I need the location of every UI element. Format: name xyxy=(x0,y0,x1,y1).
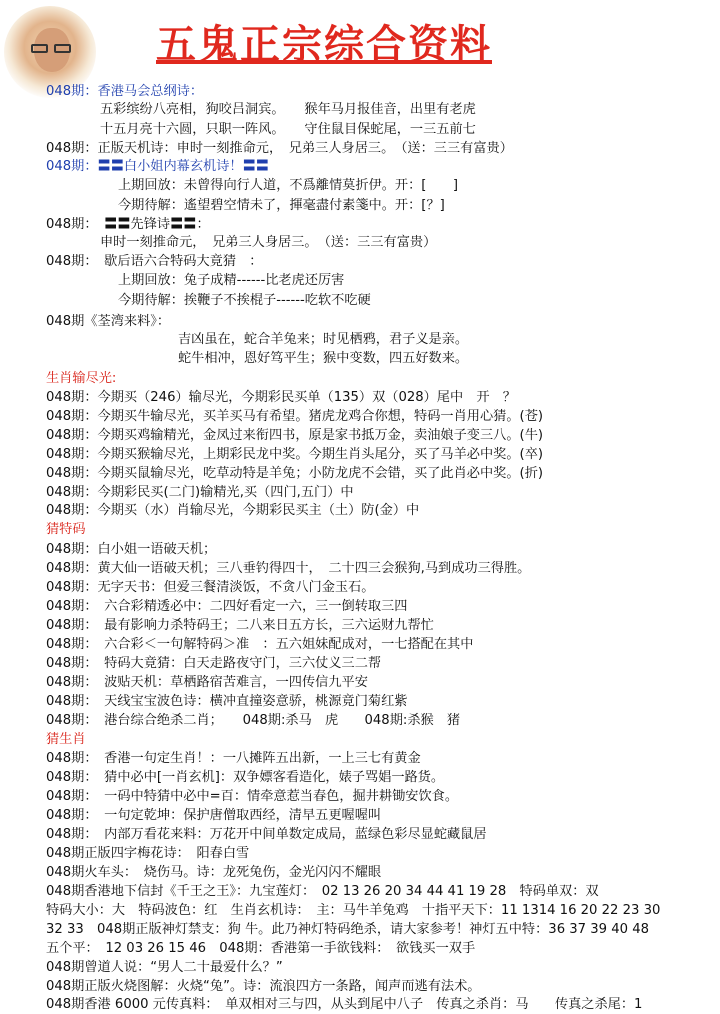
text-line: 048期：今期买鸡输精光，金凤过来衔四书，原是家书抵万金，卖油娘子变三八。(牛) xyxy=(46,428,544,443)
text-line: 上期回放：兔子成精------比老虎还厉害 xyxy=(118,273,345,288)
text-line: 048期： 最有影响力杀特码王；二八来日五方长，三六运财九帮忙 xyxy=(46,618,434,633)
text-line: 048期： 波贴天机：草栖路宿苦难言，一四传信九平安 xyxy=(46,675,368,690)
text-line: 今期待解：挨鞭子不挨棍子------吃软不吃硬 xyxy=(118,293,371,308)
text-line: 048期：今期买鼠输尽光，吃草动特是羊兔；小防龙虎不会错，买了此肖必中奖。(折) xyxy=(46,466,544,481)
text-line: 048期：〓〓白小姐内幕玄机诗！〓〓 xyxy=(46,159,269,174)
text-line: 048期：今期买猴输尽光，上期彩民龙中奖。今期生肖头尾分，买了马羊必中奖。(卒) xyxy=(46,447,544,462)
text-line: 048期： 一句定乾坤：保护唐僧取西经，清早五更喔喔叫 xyxy=(46,808,382,823)
text-line: 048期：香港马会总纲诗： xyxy=(46,84,204,99)
text-line: 048期火车头： 烧伤马。诗：龙死兔伤，金光闪闪不耀眼 xyxy=(46,865,382,880)
text-line: 048期：白小姐一语破天机； xyxy=(46,542,217,557)
text-line: 048期香港 6000 元传真料： 单双相对三与四，从头到尾中八子 传真之杀肖：马 传真之杀尾：1 xyxy=(46,997,643,1012)
text-line: 猜生肖 xyxy=(46,732,86,747)
text-line: 申时一刻推命元， 兄弟三人身居三。 （送：三三有富贵） xyxy=(100,235,437,250)
text-line: 048期： 一码中特猜中必中=百：情牵意惹当春色，掘井耕锄安饮食。 xyxy=(46,789,459,804)
text-line: 048期：今期彩民买(二门)输精光,买（四门,五门）中 xyxy=(46,485,354,500)
text-line: 上期回放：未曾得向行人道，不爲離情莫折伊。开：[ ] xyxy=(118,178,458,193)
text-line: 048期正版火烧图解：火烧“兔”。诗：流浪四方一条路，闻声而逃有法术。 xyxy=(46,979,481,994)
text-line: 048期正版四字梅花诗： 阳春白雪 xyxy=(46,846,250,861)
text-line: 048期： 〓〓先锋诗〓〓： xyxy=(46,217,210,232)
text-line: 32 33 048期正版神灯禁支：狗 牛。此乃神灯特码绝杀，请大家参考！神灯五中特：36 37 39 40 48 xyxy=(46,922,649,937)
text-line: 五彩缤纷八亮相，狗咬吕洞宾。 猴年马月报佳音，出里有老虎 xyxy=(100,102,476,117)
text-line: 048期：无字天书：但爱三餐清淡饭，不贪八门金玉石。 xyxy=(46,580,375,595)
text-line: 048期：今期买牛输尽光，买羊买马有希望。猪虎龙鸡合你想，特码一肖用心猜。(苍) xyxy=(46,409,544,424)
text-line: 048期： 六合彩精透必中：二四好看定一六，三一倒转取三四 xyxy=(46,599,408,614)
text-line: 048期： 猜中必中[一肖玄机]：双争嫖客看造化，婊子骂娼一路货。 xyxy=(46,770,445,785)
text-line: 048期：正版天机诗：申时一刻推命元， 兄弟三人身居三。 （送：三三有富贵） xyxy=(46,141,513,156)
text-line: 048期： 港台综合绝杀二肖； 048期:杀马 虎 048期:杀猴 猪 xyxy=(46,713,461,728)
text-line: 048期《荃湾来料》： xyxy=(46,314,171,329)
text-line: 吉凶虽在，蛇合羊兔来；时见栖鸦，君子义是亲。 xyxy=(178,332,469,347)
text-line: 特码大小：大 特码波色：红 生肖玄机诗： 主：马牛羊兔鸡 十指平天下：11 1314 16 20 22 23 30 xyxy=(46,903,661,918)
text-line: 生肖输尽光: xyxy=(46,371,117,386)
text-line: 048期： 天线宝宝波色诗：横冲直撞姿意骄，桃源竟门菊红紫 xyxy=(46,694,408,709)
text-line: 048期： 六合彩＜一句解特码＞准 ：五六姐妹配成对，一七搭配在其中 xyxy=(46,637,474,652)
text-line: 猜特码 xyxy=(46,522,86,537)
text-line: 048期：今期买（水）肖输尽光，今期彩民买主（土）防(金）中 xyxy=(46,503,420,518)
page-title: 五鬼正宗综合资料 xyxy=(156,22,492,68)
text-line: 048期： 特码大竟猜：白天走路夜守门，三六仗义三二帮 xyxy=(46,656,382,671)
text-line: 048期：黄大仙一语破天机；三八垂钓得四十， 二十四三会猴狗,马到成功三得胜。 xyxy=(46,561,531,576)
text-line: 蛇牛相冲，恩好笃平生；猴中变数，四五好数来。 xyxy=(178,351,469,366)
text-line: 048期曾道人说：“男人二十最爱什么？” xyxy=(46,960,283,975)
text-line: 五个平： 12 03 26 15 46 048期：香港第一手欲钱料： 欲钱买一双手 xyxy=(46,941,476,956)
text-line: 十五月亮十六圆，只职一阵风。 守住鼠目保蛇尾，一三五前七 xyxy=(100,122,476,137)
text-line: 048期香港地下信封《千王之王》：九宝莲灯： 02 13 26 20 34 44 41 19 28 特码单双：双 xyxy=(46,884,599,899)
text-line: 048期：今期买（246）输尽光，今期彩民买单（135）双（028）尾中 开 ？ xyxy=(46,390,516,405)
glasses-icon xyxy=(31,44,73,53)
text-line: 048期： 内部万看花来料：万花开中间单数定成局，蓝绿色彩尽显蛇藏鼠居 xyxy=(46,827,487,842)
text-line: 今期待解：遙望碧空情未了，揮毫盡付素箋中。开：[？] xyxy=(118,198,445,213)
text-line: 048期： 香港一句定生肖！：一八摊阵五出新，一上三七有黄金 xyxy=(46,751,421,766)
text-line: 048期： 歇后语六合特码大竟猜 ： xyxy=(46,254,263,269)
